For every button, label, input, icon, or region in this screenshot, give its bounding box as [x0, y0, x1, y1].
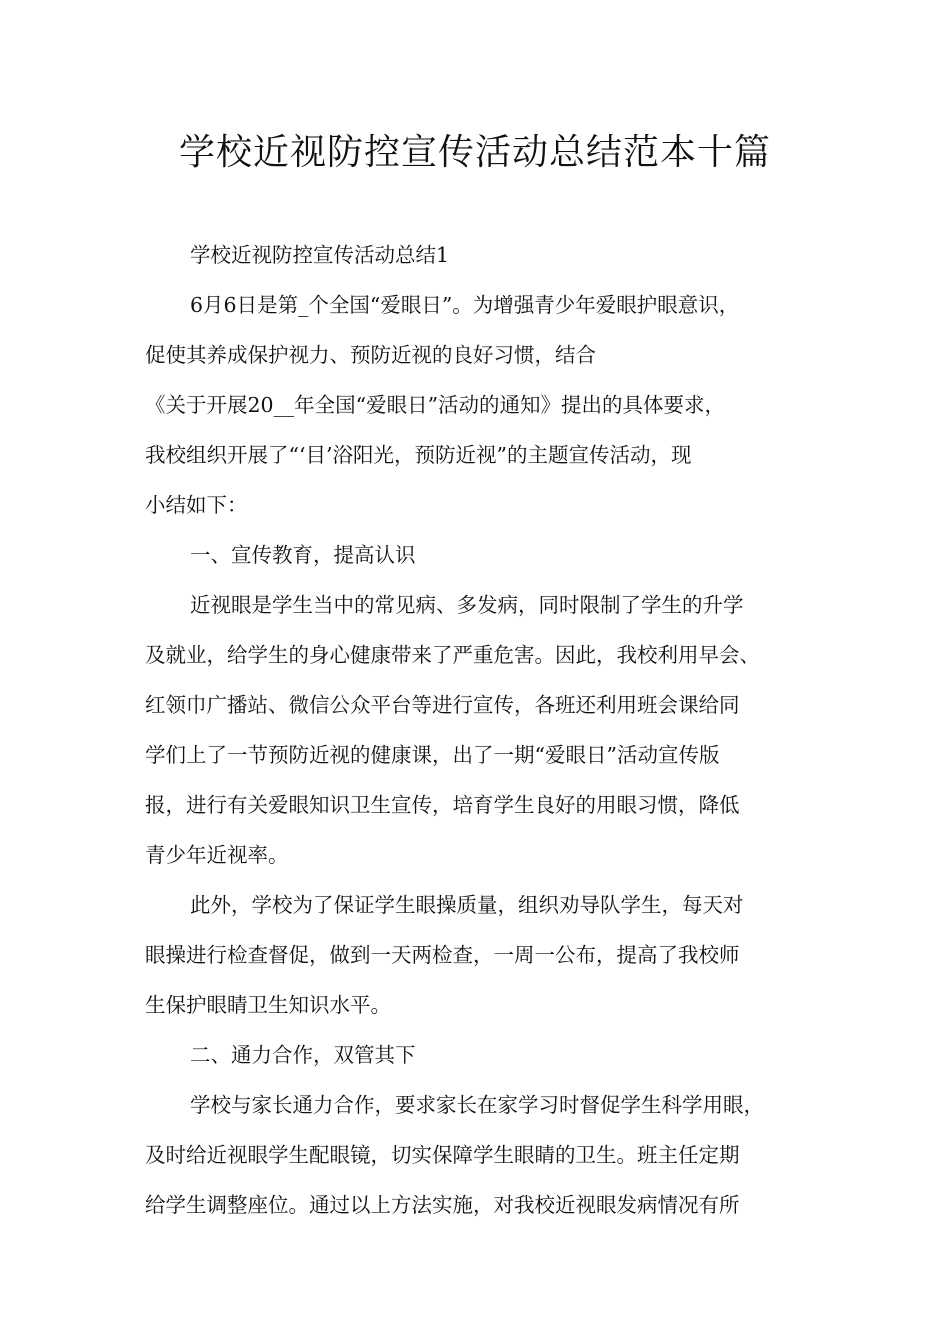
text-line: 给学生调整座位。通过以上方法实施，对我校近视眼发病情况有所	[145, 1193, 740, 1217]
document-title: 学校近视防控宣传活动总结范本十篇	[178, 132, 771, 173]
text-line: 及时给近视眼学生配眼镜，切实保障学生眼睛的卫生。班主任定期	[145, 1143, 740, 1167]
text-line: 一、宣传教育，提高认识	[190, 543, 416, 567]
text-line: 青少年近视率。	[145, 843, 289, 867]
text-line: 我校组织开展了“‘目’浴阳光，预防近视”的主题宣传活动，现	[145, 443, 692, 467]
text-line: 红领巾广播站、微信公众平台等进行宣传，各班还利用班会课给同	[145, 693, 740, 717]
text-line: 小结如下：	[145, 493, 248, 517]
document-body	[145, 230, 820, 1230]
text-line: 此外，学校为了保证学生眼操质量，组织劝导队学生，每天对	[190, 893, 744, 917]
text-line: 《关于开展20__年全国“爱眼日”活动的通知》提出的具体要求，	[145, 393, 726, 417]
text-line: 学校近视防控宣传活动总结1	[190, 243, 450, 267]
text-line: 近视眼是学生当中的常见病、多发病，同时限制了学生的升学	[190, 593, 744, 617]
text-line: 生保护眼睛卫生知识水平。	[145, 993, 391, 1017]
text-line: 6月6日是第_个全国“爱眼日”。为增强青少年爱眼护眼意识，	[190, 293, 740, 317]
text-line: 学们上了一节预防近视的健康课，出了一期“爱眼日”活动宣传版	[145, 743, 720, 767]
text-line: 学校与家长通力合作，要求家长在家学习时督促学生科学用眼，	[190, 1093, 764, 1117]
text-line: 眼操进行检查督促，做到一天两检查，一周一公布，提高了我校师	[145, 943, 740, 967]
text-line: 报，进行有关爱眼知识卫生宣传，培育学生良好的用眼习惯，降低	[145, 793, 740, 817]
text-line: 促使其养成保护视力、预防近视的良好习惯，结合	[145, 343, 596, 367]
text-line: 二、通力合作，双管其下	[190, 1043, 416, 1067]
text-line: 及就业，给学生的身心健康带来了严重危害。因此，我校利用早会、	[145, 643, 760, 667]
